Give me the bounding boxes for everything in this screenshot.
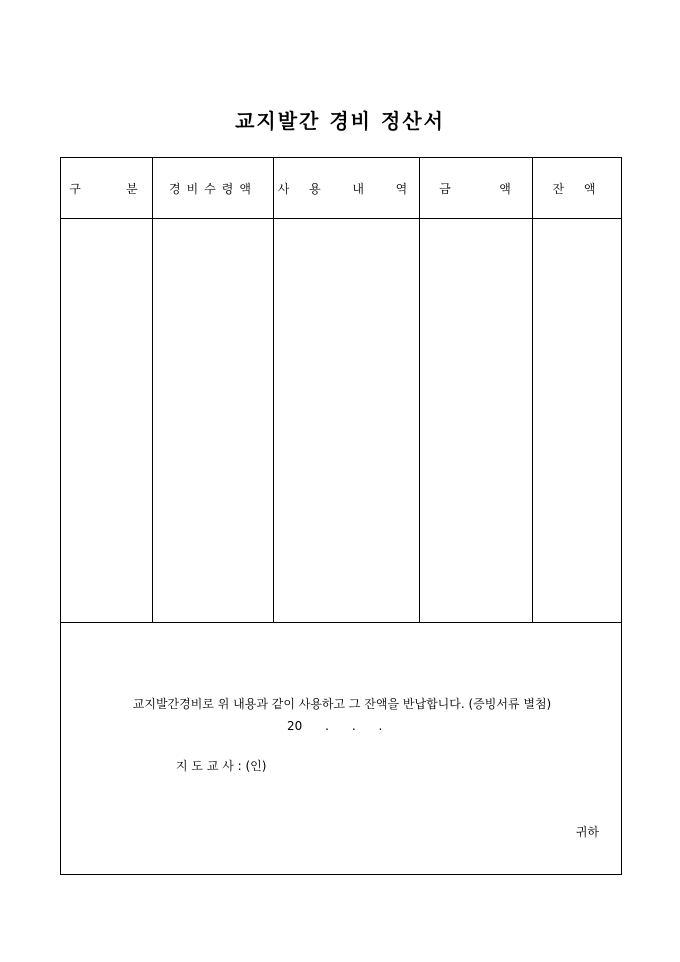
- date-line: 20 . . .: [287, 719, 383, 733]
- header-amount: 금 액: [439, 181, 513, 196]
- addressee: 귀하: [575, 825, 599, 839]
- table-bottom-divider: [61, 622, 621, 623]
- header-balance: 잔 액: [552, 181, 604, 196]
- header-category: 구 분: [69, 181, 144, 196]
- column-divider-2: [273, 158, 274, 622]
- header-usage-details: 사 용 내 역: [277, 181, 416, 196]
- header-divider: [61, 218, 621, 219]
- header-received-amount: 경비수령액: [169, 181, 257, 196]
- settlement-form: [60, 157, 622, 875]
- column-divider-3: [419, 158, 420, 622]
- return-statement: 교지발간경비로 위 내용과 같이 사용하고 그 잔액을 반납합니다. (증빙서류 별첨): [132, 697, 552, 711]
- supervisor-signature-line: 지 도 교 사 : (인): [176, 759, 267, 773]
- column-divider-4: [532, 158, 533, 622]
- column-divider-1: [152, 158, 153, 622]
- document-title: 교지발간 경비 정산서: [235, 109, 445, 133]
